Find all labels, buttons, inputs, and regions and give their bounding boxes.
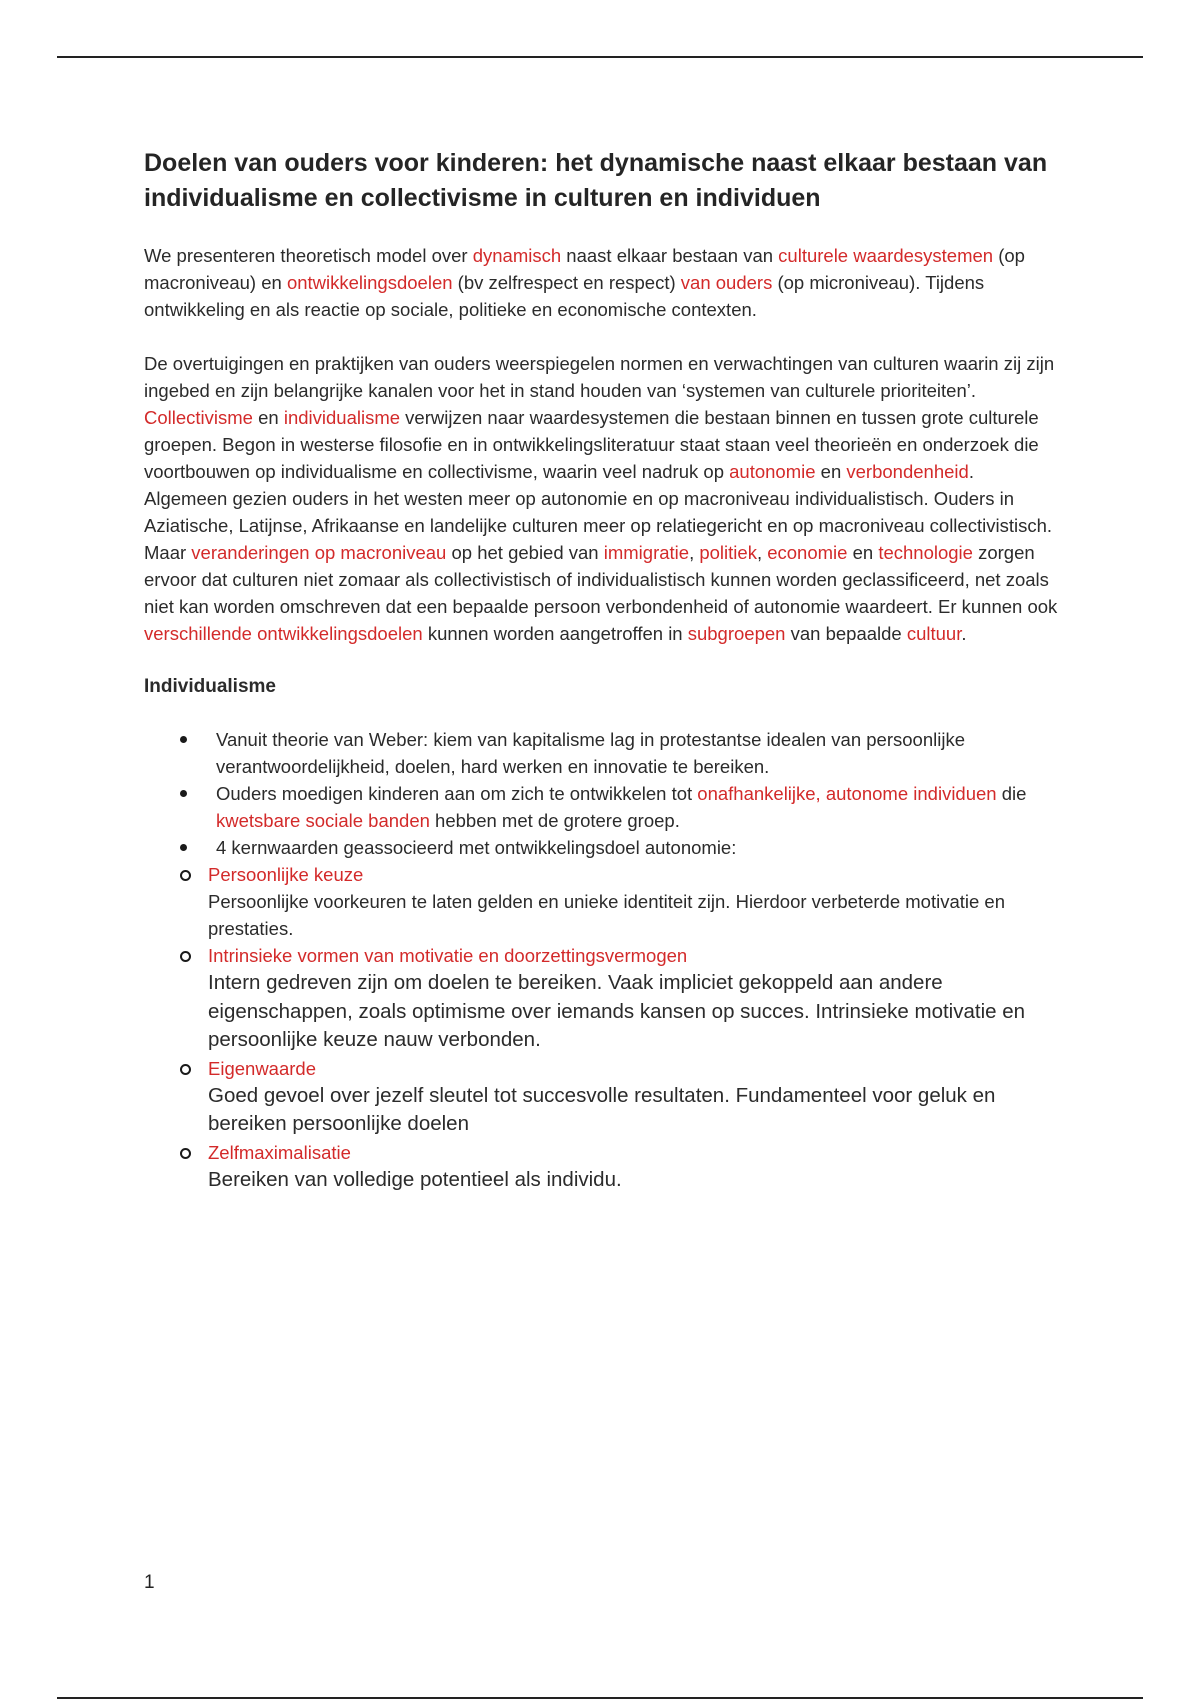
core-value-desc: Persoonlijke voorkeuren te laten gelden en unieke identiteit zijn. Hierdoor verbeterde motivatie en prestaties. xyxy=(208,891,1005,939)
highlighted-term: politiek xyxy=(699,542,757,563)
general-paragraph xyxy=(144,485,1064,539)
highlighted-term: verschillende ontwikkelingsdoelen xyxy=(144,623,423,644)
text-run: hebben met de grotere groep. xyxy=(429,810,680,831)
core-value-item xyxy=(208,942,1064,1055)
page-number: 1 xyxy=(144,1572,155,1593)
changes-paragraph xyxy=(144,539,1064,647)
highlighted-term: ontwikkelingsdoelen xyxy=(286,272,453,293)
page-title: Doelen van ouders voor kinderen: het dynamische naast elkaar bestaan van individualisme en collectivisme in culturen en individuen xyxy=(144,149,1048,212)
highlighted-term: onafhankelijke, autonome individuen xyxy=(697,783,997,804)
text-run: Maar xyxy=(144,542,192,563)
core-value-item xyxy=(208,861,1064,942)
highlighted-term: kwetsbare sociale banden xyxy=(216,810,430,831)
highlighted-term: dynamisch xyxy=(472,245,562,266)
text-run: (op macroniveau) en xyxy=(144,245,1025,293)
highlighted-term: cultuur xyxy=(906,623,962,644)
text-run: en xyxy=(815,461,847,482)
text-run: . xyxy=(961,623,967,644)
bottom-rule xyxy=(57,1697,1143,1699)
core-value-desc: Goed gevoel over jezelf sleutel tot succesvolle resultaten. Fundamenteel voor geluk en bereiken persoonlijke doelen xyxy=(208,1083,996,1135)
beliefs-paragraph xyxy=(144,350,1064,404)
bullet-item-parents xyxy=(144,780,1064,834)
highlighted-term: technologie xyxy=(878,542,973,563)
collectivism-paragraph xyxy=(144,404,1064,485)
text-run: (bv zelfrespect en respect) xyxy=(452,272,681,293)
text-run: kunnen worden aangetroffen in xyxy=(422,623,688,644)
text-run: verwijzen naar waardesystemen die bestaan binnen en tussen grote culturele groepen. Begon in westerse filosofie en in ontwikkelingsliteratuur staat staan veel theorieën en onderzoek die voortbouwen op individualisme en collectivisme, waarin veel nadruk op xyxy=(144,407,1039,482)
text-run: , xyxy=(689,542,700,563)
core-value-item xyxy=(208,1055,1064,1139)
text-run: Vanuit theorie van Weber: kiem van kapitalisme lag in protestantse idealen van persoonlijke verantwoordelijkheid, doelen, hard werken en innovatie te bereiken. xyxy=(216,729,965,777)
core-values-list xyxy=(208,861,1064,1194)
text-run: We presenteren theoretisch model over xyxy=(144,245,473,266)
core-value-desc: Bereiken van volledige potentieel als individu. xyxy=(208,1167,622,1191)
text-run: op het gebied van xyxy=(446,542,604,563)
highlighted-term: Collectivisme xyxy=(144,407,253,428)
core-value-item xyxy=(208,1139,1064,1195)
text-run: De overtuigingen en praktijken van ouders weerspiegelen normen en verwachtingen van culturen waarin zij zijn ingebed en zijn belangrijke kanalen voor het in stand houden van ‘systemen van culturele prioriteiten’. xyxy=(144,353,1055,401)
text-run: van bepaalde xyxy=(785,623,907,644)
core-value-desc: Intern gedreven zijn om doelen te bereiken. Vaak impliciet gekoppeld aan andere eigenschappen, zoals optimisme over iemands kansen op succes. Intrinsieke motivatie en persoonlijke keuze nauw verbonden. xyxy=(208,971,1026,1051)
bullet-item-weber xyxy=(144,726,1064,780)
highlighted-term: van ouders xyxy=(680,272,773,293)
core-value-title: Intrinsieke vormen van motivatie en doorzettingsvermogen xyxy=(208,945,688,966)
core-value-title: Eigenwaarde xyxy=(208,1057,316,1079)
core-values-intro: 4 kernwaarden geassocieerd met ontwikkelingsdoel autonomie: xyxy=(216,837,737,858)
text-run: Algemeen gezien ouders in het westen meer op autonomie en op macroniveau individualistisch. Ouders in Aziatische, Latijnse, Afrikaanse en landelijke culturen meer op relatiegericht en op macroniveau collectivistisch. xyxy=(144,488,1052,536)
top-rule xyxy=(57,56,1143,58)
text-run: , xyxy=(756,542,768,563)
text-run: die xyxy=(996,783,1027,804)
text-run: Ouders moedigen kinderen aan om zich te ontwikkelen tot xyxy=(216,783,698,804)
bullet-list xyxy=(144,726,1064,1194)
highlighted-term: individualisme xyxy=(283,407,401,428)
intro-paragraph xyxy=(144,242,1064,323)
text-run: en xyxy=(252,407,284,428)
section-heading-individualisme: Individualisme xyxy=(144,676,276,697)
text-run: (op microniveau). Tijdens ontwikkeling en als reactie op sociale, politieke en economische contexten. xyxy=(144,272,985,320)
text-run: en xyxy=(847,542,879,563)
highlighted-term: immigratie xyxy=(603,542,690,563)
bullet-item-core-values xyxy=(144,834,1064,1194)
document-page xyxy=(144,146,1064,1194)
highlighted-term: subgroepen xyxy=(687,623,786,644)
text-run: naast elkaar bestaan van xyxy=(561,245,779,266)
highlighted-term: autonomie xyxy=(729,461,816,482)
highlighted-term: culturele waardesystemen xyxy=(778,245,994,266)
core-value-title: Zelfmaximalisatie xyxy=(208,1141,351,1163)
text-run: zorgen ervoor dat culturen niet zomaar als collectivistisch of individualistisch kunnen worden geclassificeerd, net zoals niet kan worden omschreven dat een bepaalde persoon verbondenheid of autonomie waardeert. Er kunnen ook xyxy=(144,542,1058,617)
core-value-title: Persoonlijke keuze xyxy=(208,864,364,885)
highlighted-term: veranderingen op macroniveau xyxy=(191,542,447,563)
highlighted-term: verbondenheid xyxy=(846,461,969,482)
highlighted-term: economie xyxy=(767,542,848,563)
text-run: . xyxy=(968,461,974,482)
